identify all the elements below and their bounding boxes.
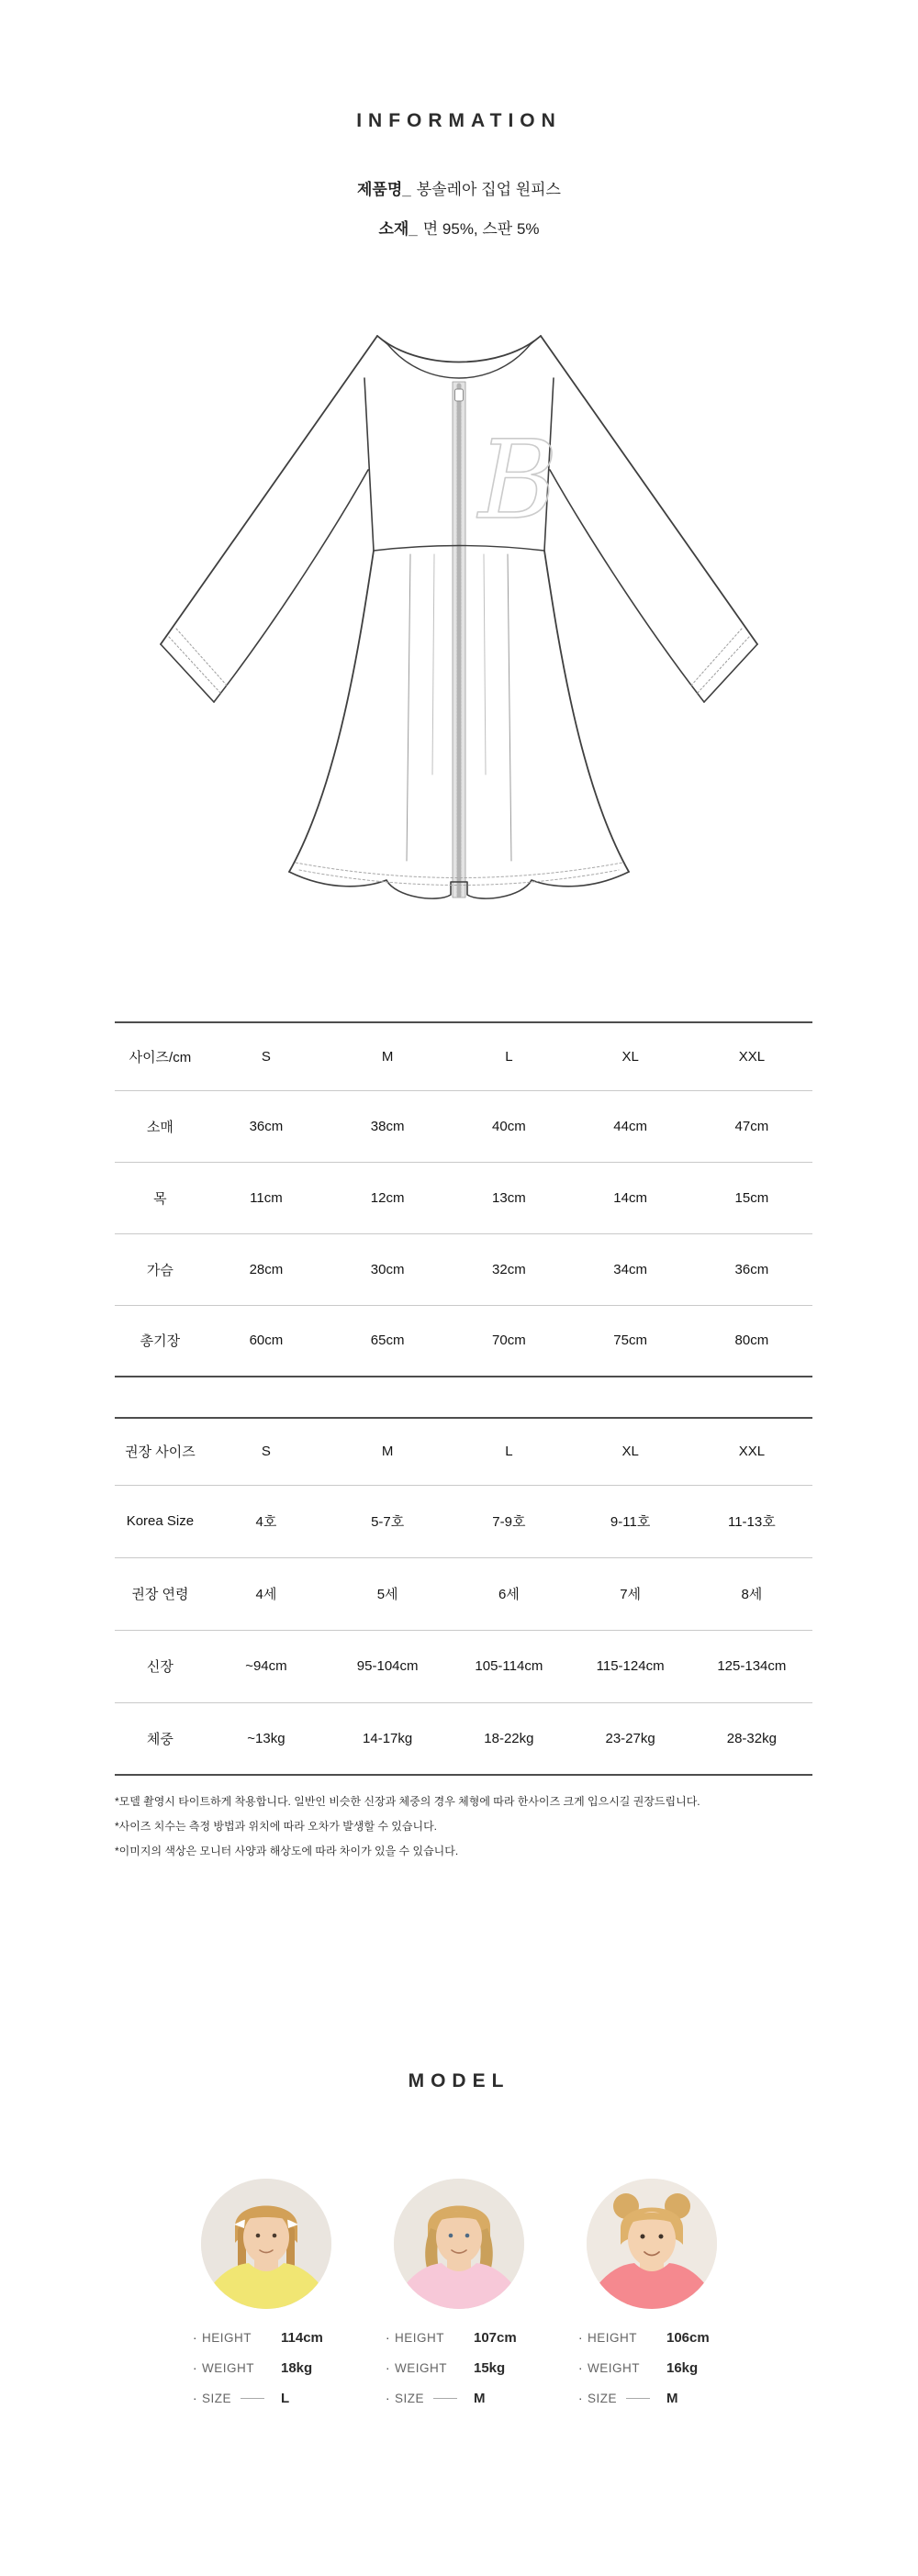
size-dash	[626, 2398, 650, 2399]
stat-row-weight	[578, 2353, 729, 2383]
cell: 28-32kg	[726, 1730, 777, 1746]
row-label: 신장	[115, 1630, 206, 1702]
cell: 80cm	[734, 1333, 769, 1349]
models-row	[0, 2179, 918, 2414]
row-label: 목	[115, 1162, 206, 1233]
cell: 8세	[691, 1557, 812, 1630]
right-sleeve-underside	[550, 470, 704, 702]
cell: 4세	[206, 1557, 327, 1630]
cell: 11-13호	[691, 1485, 812, 1557]
stat-row-size	[578, 2383, 729, 2414]
table-row	[115, 1418, 812, 1485]
size-label: · SIZE	[578, 2392, 618, 2405]
table-row	[115, 1630, 812, 1702]
skirt-left-edge	[289, 551, 374, 872]
bullet-icon: ·	[386, 2392, 390, 2405]
girl-avatar-buns-icon	[587, 2179, 717, 2309]
left-sleeve-top	[161, 336, 377, 644]
cell: 4호	[206, 1485, 327, 1557]
model-card	[188, 2179, 344, 2414]
cell: 23-27kg	[605, 1730, 655, 1746]
cell: 36cm	[206, 1090, 327, 1162]
cell: L	[448, 1418, 569, 1485]
size-label: · SIZE	[386, 2392, 425, 2405]
left-cuff-stitching	[169, 629, 228, 694]
cell: 5-7호	[327, 1485, 448, 1557]
cell: XL	[570, 1418, 691, 1485]
size-value: M	[666, 2391, 678, 2406]
left-sleeve-underside	[214, 470, 368, 702]
weight-value: 15kg	[474, 2360, 506, 2376]
bullet-icon: ·	[578, 2392, 583, 2405]
size-table-header-cell: 사이즈/cm	[115, 1022, 206, 1090]
cell: 32cm	[448, 1233, 569, 1305]
table-row	[115, 1162, 812, 1233]
cell: 70cm	[492, 1333, 526, 1349]
size-table-header-cell: XL	[570, 1022, 691, 1090]
skirt-fold-line-2	[432, 554, 434, 775]
height-value: 106cm	[666, 2330, 710, 2346]
stat-row-height	[578, 2323, 729, 2353]
cell: M	[327, 1418, 448, 1485]
material-value: 면 95%, 스판 5%	[422, 220, 540, 238]
cell: 44cm	[570, 1090, 691, 1162]
table-row	[115, 1557, 812, 1630]
right-sleeve-top	[541, 336, 757, 644]
model-stats	[575, 2323, 729, 2414]
size-table-header-cell: L	[448, 1022, 569, 1090]
model-stats	[189, 2323, 343, 2414]
model-card	[574, 2179, 730, 2414]
cell: 30cm	[327, 1233, 448, 1305]
material-label: 소재_	[378, 220, 418, 238]
model-photo	[587, 2179, 717, 2309]
cell: 7세	[570, 1557, 691, 1630]
note-line: *모델 촬영시 타이트하게 착용합니다. 일반인 비슷한 신장과 체중의 경우 체형에 따라 한사이즈 크게 입으시길 권장드립니다.	[115, 1795, 700, 1808]
row-label: 총기장	[140, 1333, 181, 1350]
height-value: 114cm	[281, 2330, 323, 2346]
skirt-fold-line-4	[508, 554, 511, 861]
height-label: · HEIGHT	[578, 2331, 638, 2345]
cell: 115-124cm	[570, 1630, 691, 1702]
cell: 14-17kg	[363, 1730, 413, 1746]
size-table-header-cell: XXL	[691, 1022, 812, 1090]
height-label: · HEIGHT	[193, 2331, 252, 2345]
skirt-right-edge	[544, 551, 629, 872]
height-value: 107cm	[474, 2330, 517, 2346]
model-card	[381, 2179, 537, 2414]
size-dash	[241, 2398, 264, 2399]
right-cuff-stitching	[690, 629, 749, 694]
collar-ends	[377, 336, 541, 345]
row-label: 체중	[146, 1731, 174, 1747]
stat-row-size	[193, 2383, 343, 2414]
cell: 14cm	[570, 1162, 691, 1233]
cell: 28cm	[206, 1233, 327, 1305]
zipper-slider	[455, 389, 464, 401]
information-title: INFORMATION	[356, 110, 562, 131]
note-line: *이미지의 색상은 모니터 사양과 해상도에 따라 차이가 있을 수 있습니다.	[115, 1845, 459, 1857]
cell: 7-9호	[448, 1485, 569, 1557]
row-label: 가슴	[115, 1233, 206, 1305]
skirt-fold-line-1	[407, 554, 410, 861]
stat-row-height	[386, 2323, 536, 2353]
table-row	[115, 1485, 812, 1557]
material-line	[0, 216, 918, 239]
cell: 95-104cm	[327, 1630, 448, 1702]
cell: 60cm	[249, 1333, 284, 1349]
row-label: 권장 사이즈	[115, 1418, 206, 1485]
table-row	[115, 1233, 812, 1305]
cell: 40cm	[448, 1090, 569, 1162]
cell: 38cm	[327, 1090, 448, 1162]
cell: 47cm	[691, 1090, 812, 1162]
bullet-icon: ·	[386, 2331, 390, 2345]
cell: 13cm	[448, 1162, 569, 1233]
girl-avatar-side-braids-icon	[394, 2179, 524, 2309]
cell: 5세	[327, 1557, 448, 1630]
cell: 15cm	[691, 1162, 812, 1233]
table-row	[115, 1090, 812, 1162]
cell: 65cm	[370, 1333, 405, 1349]
stat-row-size	[386, 2383, 536, 2414]
cell: 18-22kg	[484, 1730, 534, 1746]
stat-row-weight	[193, 2353, 343, 2383]
row-label: 소매	[115, 1090, 206, 1162]
model-title: MODEL	[408, 2070, 510, 2091]
size-table	[115, 1021, 812, 1377]
size-table-header-cell: M	[327, 1022, 448, 1090]
cell: 6세	[448, 1557, 569, 1630]
table-row	[115, 1702, 812, 1775]
weight-value: 18kg	[281, 2360, 313, 2376]
girl-avatar-braids-icon	[201, 2179, 331, 2309]
model-photo	[201, 2179, 331, 2309]
row-label: 권장 연령	[115, 1557, 206, 1630]
cell: ~94cm	[206, 1630, 327, 1702]
bullet-icon: ·	[193, 2331, 197, 2345]
footnotes	[115, 1790, 849, 1864]
right-cuff	[704, 644, 757, 702]
height-label: · HEIGHT	[386, 2331, 445, 2345]
size-table-header-cell: S	[206, 1022, 327, 1090]
bullet-icon: ·	[193, 2392, 197, 2405]
bodice-left-edge	[364, 378, 374, 551]
size-table-header-row	[115, 1022, 812, 1090]
cell: 36cm	[691, 1233, 812, 1305]
weight-label: · WEIGHT	[386, 2361, 447, 2375]
weight-value: 16kg	[666, 2360, 699, 2376]
cell: XXL	[691, 1418, 812, 1485]
model-stats	[382, 2323, 536, 2414]
table-row	[115, 1305, 812, 1377]
bullet-icon: ·	[193, 2361, 197, 2375]
weight-label: · WEIGHT	[193, 2361, 254, 2375]
left-cuff	[161, 644, 214, 702]
bullet-icon: ·	[386, 2361, 390, 2375]
cell: ~13kg	[247, 1730, 285, 1746]
chest-b-logo: B	[478, 417, 558, 543]
size-value: M	[474, 2391, 486, 2406]
size-value: L	[281, 2391, 290, 2406]
model-photo	[394, 2179, 524, 2309]
cell: S	[206, 1418, 327, 1485]
row-label: Korea Size	[115, 1485, 206, 1557]
recommended-size-table	[115, 1417, 812, 1776]
bullet-icon: ·	[578, 2331, 583, 2345]
cell: 11cm	[206, 1162, 327, 1233]
cell: 12cm	[327, 1162, 448, 1233]
product-name-label: 제품명_	[357, 181, 411, 198]
product-name-value: 봉솔레아 집업 원피스	[416, 181, 561, 198]
cell: 34cm	[570, 1233, 691, 1305]
size-label: · SIZE	[193, 2392, 232, 2405]
bullet-icon: ·	[578, 2361, 583, 2375]
cell: 75cm	[613, 1333, 647, 1349]
note-line: *사이즈 치수는 측정 방법과 위치에 따라 오차가 발생할 수 있습니다.	[115, 1820, 437, 1833]
stat-row-height	[193, 2323, 343, 2353]
size-dash	[433, 2398, 457, 2399]
cell: 9-11호	[570, 1485, 691, 1557]
stat-row-weight	[386, 2353, 536, 2383]
dress-line-drawing-illustration	[142, 323, 776, 910]
cell: 125-134cm	[691, 1630, 812, 1702]
cell: 105-114cm	[448, 1630, 569, 1702]
product-name-line	[0, 176, 918, 199]
weight-label: · WEIGHT	[578, 2361, 640, 2375]
skirt-fold-line-3	[484, 554, 486, 775]
